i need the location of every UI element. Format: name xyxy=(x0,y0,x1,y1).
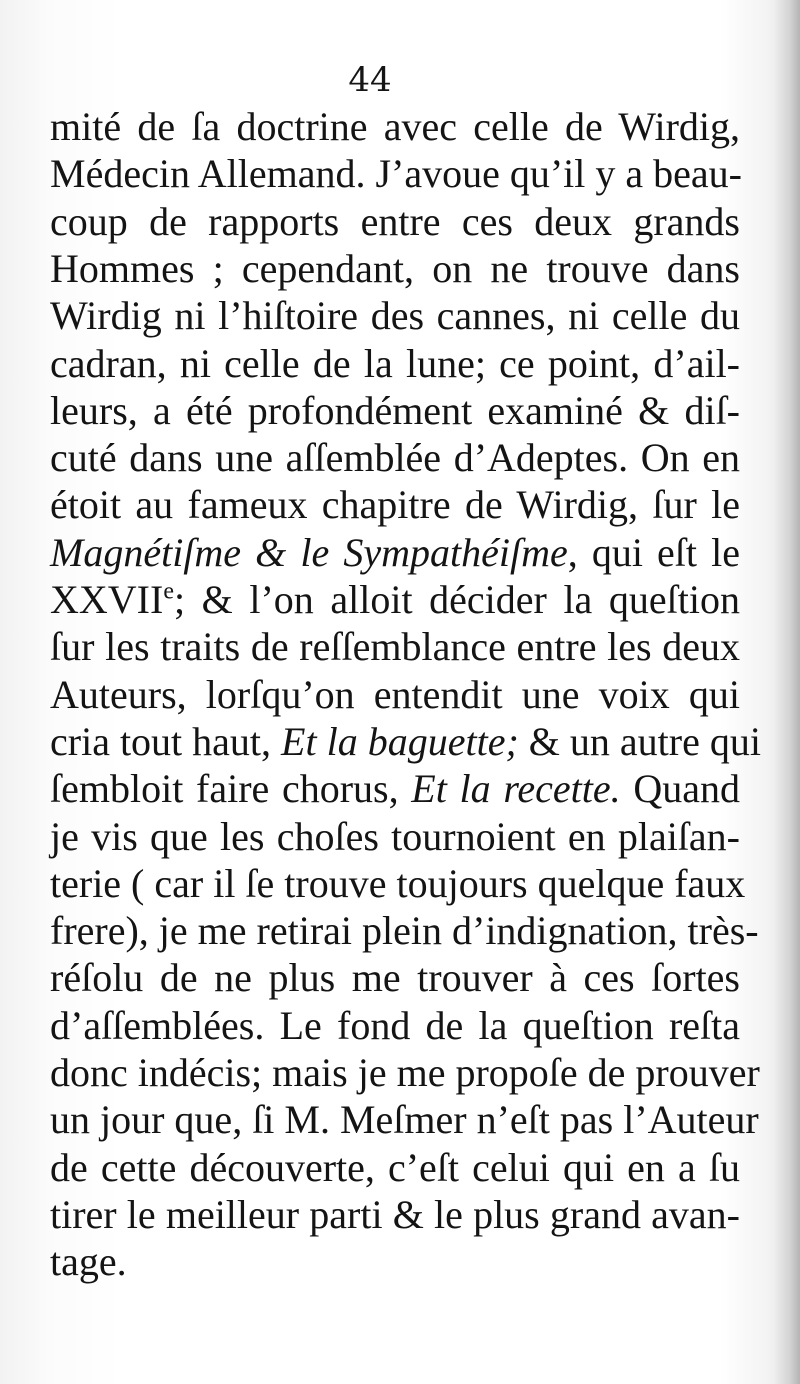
text-segment: donc indécis; mais je me propoſe de prouver xyxy=(50,1050,760,1095)
text-line xyxy=(50,246,740,292)
text-line xyxy=(50,104,740,150)
text-line xyxy=(50,435,740,481)
text-segment: & un autre qui xyxy=(518,718,761,764)
text-segment: cadran, ni celle de la lune; ce point, d’ail- xyxy=(50,340,740,386)
text-segment: étoit au fameux chapitre de Wirdig, ſur le xyxy=(50,482,740,528)
text-line xyxy=(50,482,740,528)
text-segment: Hommes ; cependant, on ne trouve dans xyxy=(50,245,740,291)
text-segment: Médecin Allemand. J’avoue qu’il y a beau- xyxy=(50,151,742,197)
text-line xyxy=(50,151,740,197)
text-line xyxy=(50,1097,759,1143)
text-line xyxy=(50,860,746,907)
italic-segment: Et la baguette; xyxy=(281,718,519,764)
text-segment: ſur les traits de reſſemblance entre les deux xyxy=(50,624,740,670)
text-segment: leurs, a été profondément examiné & diſ- xyxy=(50,387,740,433)
text-segment: cuté dans une aſſemblée d’Adeptes. On en xyxy=(50,435,740,481)
text-segment: mité de ſa doctrine avec celle de Wirdig, xyxy=(50,104,740,149)
text-segment: coup de rapports entre ces deux grands xyxy=(50,198,740,244)
text-line xyxy=(50,672,740,718)
page-binding-shadow xyxy=(774,0,800,1384)
text-line xyxy=(50,766,740,812)
text-line xyxy=(50,1192,740,1238)
text-segment: ; & l’on alloit décider la queſtion xyxy=(173,577,740,622)
text-line xyxy=(50,1050,760,1096)
text-segment: réſolu de ne plus me trouver à ces ſortes xyxy=(50,955,740,1001)
text-segment: Wirdig ni l’hiſtoire des cannes, ni celle du xyxy=(50,293,740,339)
text-segment: frere), je me retirai plein d’indignation, très- xyxy=(50,908,759,954)
text-line xyxy=(50,718,761,765)
text-segment: terie ( car il ſe trouve toujours quelque faux xyxy=(50,860,746,906)
text-line xyxy=(50,341,740,387)
text-line xyxy=(50,293,740,339)
italic-segment: Et la recette. xyxy=(411,766,621,812)
italic-segment: Magnétiſme & le Sympathéiſme xyxy=(50,529,568,575)
text-segment: e xyxy=(163,578,174,605)
text-segment: Auteurs, lorſqu’on entendit une voix qui xyxy=(50,671,740,717)
text-line xyxy=(50,1239,740,1285)
text-segment: un jour que, ſi M. Meſmer n’eſt pas l’Auteur xyxy=(50,1097,759,1143)
text-line xyxy=(50,577,740,623)
text-line xyxy=(50,624,740,670)
text-segment: je vis que les choſes tournoient en plaiſan- xyxy=(50,813,740,859)
text-line xyxy=(50,955,740,1001)
text-segment: , qui eſt le xyxy=(567,529,740,575)
text-line xyxy=(50,530,740,576)
text-line xyxy=(50,1145,740,1191)
text-segment: Quand xyxy=(620,766,741,812)
text-line xyxy=(50,388,740,434)
text-line xyxy=(50,199,740,245)
text-segment: de cette découverte, c’eſt celui qui en a ſu xyxy=(50,1144,740,1190)
text-segment: tirer le meilleur parti & le plus grand avan- xyxy=(50,1191,740,1237)
text-segment: d’aſſemblées. Le fond de la queſtion reſta xyxy=(50,1002,740,1048)
text-segment: ſembloit faire chorus, xyxy=(50,766,412,812)
text-segment: cria tout haut, xyxy=(50,718,282,764)
text-segment: tage. xyxy=(50,1239,127,1285)
text-segment: XXVII xyxy=(50,577,164,622)
page-number: 44 xyxy=(348,60,392,100)
text-line xyxy=(50,814,740,860)
text-line xyxy=(50,1003,740,1049)
text-line xyxy=(50,908,759,954)
